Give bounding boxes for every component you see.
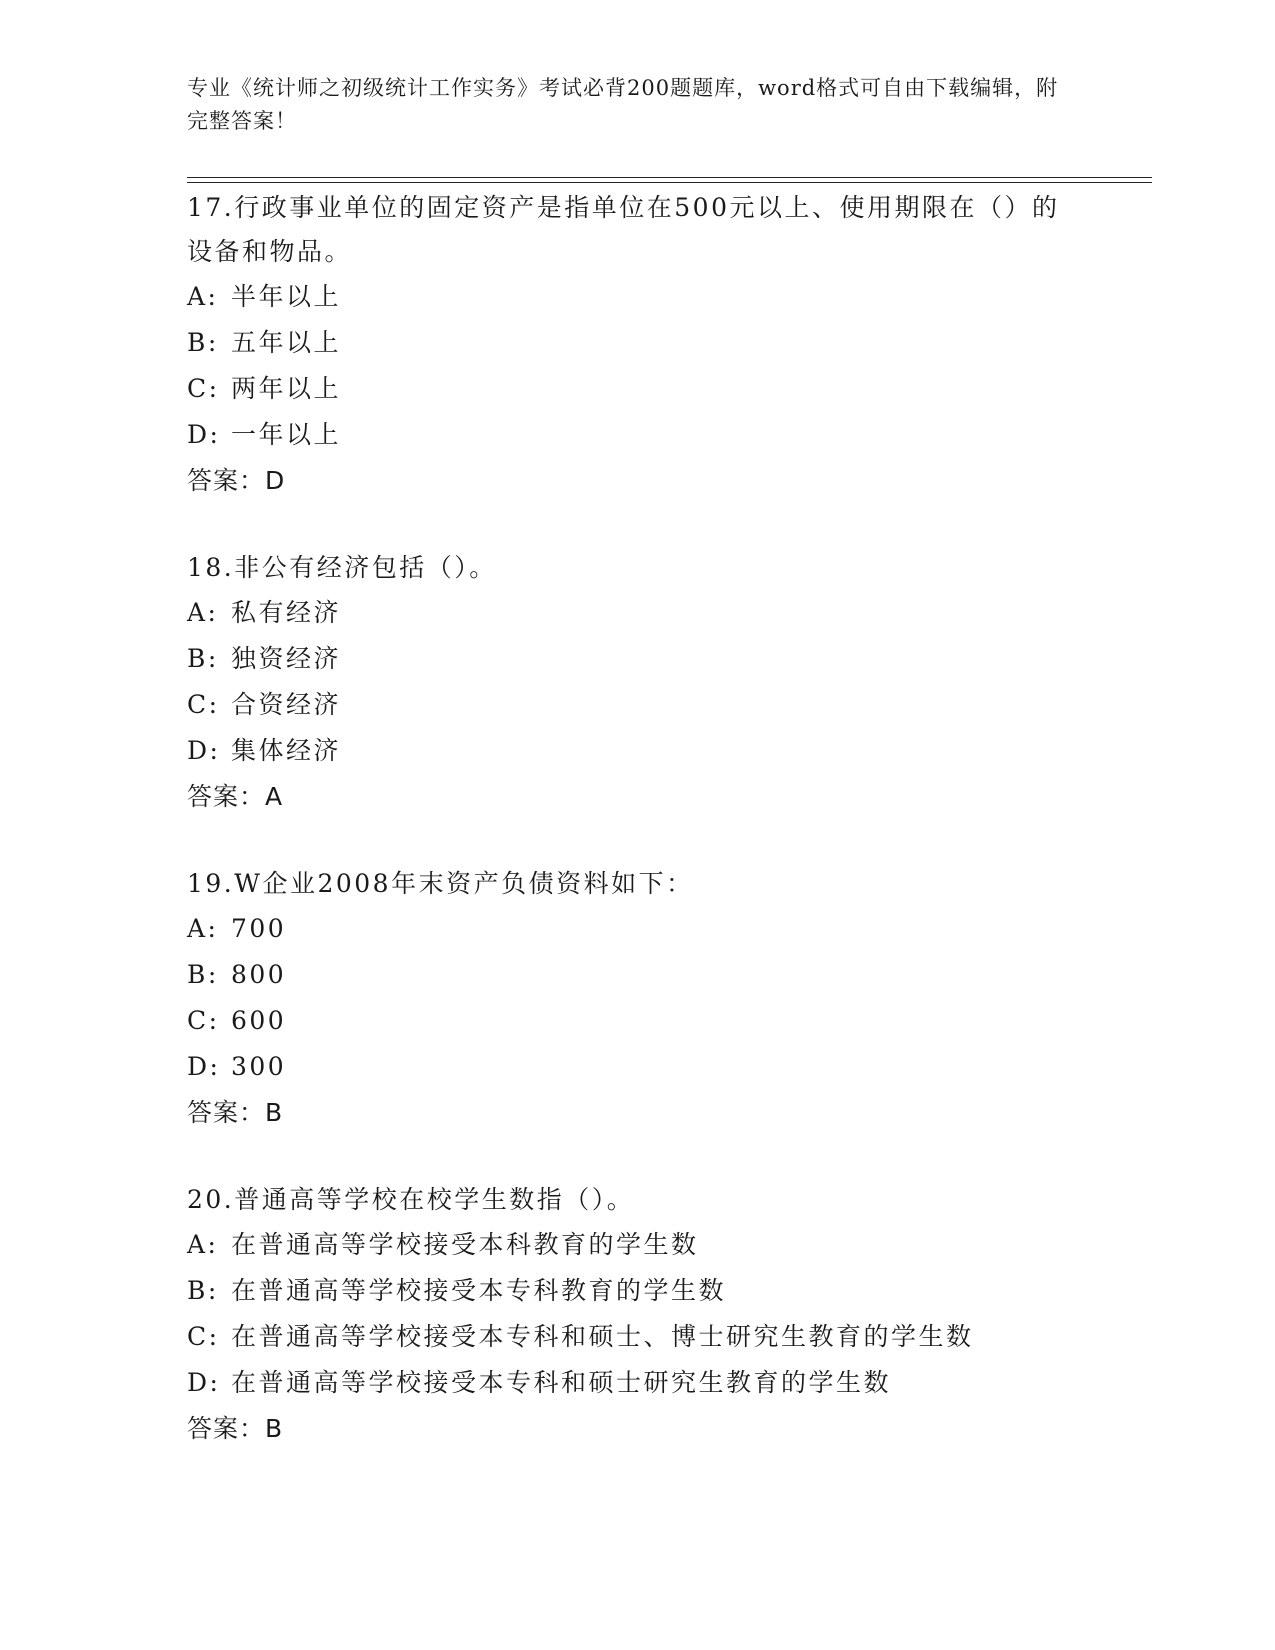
question-20 [187,1178,1067,1452]
option-text: 在普通高等学校接受本科教育的学生数 [231,1230,699,1259]
document-header: 专业《统计师之初级统计工作实务》考试必背200题题库，word格式可自由下载编辑，附完整答案！ [187,76,1059,133]
option-key: D: [187,1368,221,1397]
option-a [187,1222,1067,1268]
option-text: 合资经济 [231,690,342,719]
option-a [187,906,1067,952]
option-key: A: [187,914,219,943]
option-b [187,636,1067,682]
option-text: 独资经济 [231,644,342,673]
answer-label: 答案：A [187,782,284,811]
option-d [187,412,1067,458]
question-stem: 17.行政事业单位的固定资产是指单位在500元以上、使用期限在（）的设备和物品。 [187,193,1060,266]
option-text: 五年以上 [231,328,342,357]
option-text: 一年以上 [231,420,342,449]
option-b [187,952,1067,998]
answer-label: 答案：B [187,1098,284,1127]
header-divider-line [187,182,1152,183]
option-text: 700 [231,914,287,943]
option-text: 在普通高等学校接受本专科和硕士研究生教育的学生数 [231,1368,892,1397]
option-a [187,590,1067,636]
option-a [187,274,1067,320]
header-divider-line [187,177,1152,178]
option-key: B: [187,1276,219,1305]
question-stem: 20.普通高等学校在校学生数指（）。 [187,1185,635,1214]
option-c [187,366,1067,412]
option-key: B: [187,328,219,357]
option-key: D: [187,1052,221,1081]
option-key: A: [187,1230,219,1259]
option-text: 300 [231,1052,287,1081]
option-b [187,1268,1067,1314]
option-text: 在普通高等学校接受本专科教育的学生数 [231,1276,727,1305]
option-key: C: [187,374,220,403]
option-key: C: [187,1006,220,1035]
option-d [187,728,1067,774]
option-key: C: [187,690,220,719]
option-text: 800 [231,960,287,989]
option-b [187,320,1067,366]
question-stem: 19.W企业2008年末资产负债资料如下： [187,869,694,898]
option-c [187,1314,1067,1360]
answer-label: 答案：B [187,1414,284,1443]
option-key: A: [187,282,219,311]
option-c [187,682,1067,728]
option-text: 在普通高等学校接受本专科和硕士、博士研究生教育的学生数 [231,1322,974,1351]
question-stem: 18.非公有经济包括（）。 [187,553,497,582]
option-text: 两年以上 [231,374,342,403]
option-key: D: [187,420,221,449]
answer-label: 答案：D [187,466,286,495]
option-key: B: [187,644,219,673]
option-key: D: [187,736,221,765]
option-c [187,998,1067,1044]
option-text: 私有经济 [231,598,342,627]
option-key: C: [187,1322,220,1351]
option-d [187,1360,1067,1406]
question-17 [187,186,1067,504]
option-d [187,1044,1067,1090]
option-text: 半年以上 [231,282,342,311]
question-18 [187,546,1067,820]
question-19 [187,862,1067,1136]
option-key: B: [187,960,219,989]
option-text: 集体经济 [231,736,342,765]
option-key: A: [187,598,219,627]
option-text: 600 [231,1006,287,1035]
